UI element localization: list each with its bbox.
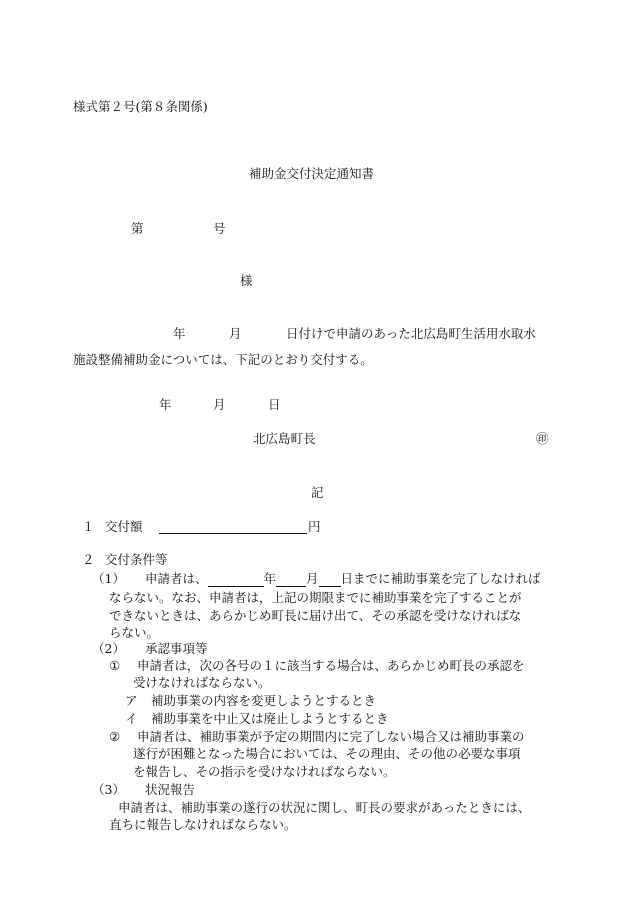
sub1-line-2: 受けなければならない。 [133, 675, 271, 690]
sub1-line-1: 申請者は，次の各号の１に該当する場合は、あらかじめ町長の承認を [137, 658, 525, 673]
issue-year: 年 [159, 397, 172, 412]
sub2-number: ② [109, 729, 121, 744]
amount-blank-line [159, 533, 307, 534]
item2-number: （2） [92, 641, 125, 656]
number-suffix: 号 [213, 221, 226, 236]
deadline-day-blank [319, 571, 341, 587]
item1-line-1: 申請者は、 年 月 日までに補助事業を完了しなければ [145, 571, 541, 586]
item3-line-1: 申請者は、補助事業の遂行の状況に関し、町長の要求があったときには、 [118, 800, 531, 815]
section1-label: 交付額 [105, 519, 143, 534]
intro-month: 月 [229, 326, 242, 341]
number-prefix: 第 [131, 221, 144, 236]
seal-mark: ㊞ [536, 431, 549, 446]
document-title: 補助金交付決定通知書 [249, 166, 375, 181]
intro-line-2: 施設整備補助金については、下記のとおり交付する。 [73, 352, 373, 367]
sub1-a-text: 補助事業の内容を変更しようとするとき [151, 693, 377, 708]
section1-unit: 円 [308, 519, 321, 534]
section2-label: 交付条件等 [105, 552, 168, 567]
sub1-i-text: 補助事業を中止又は廃止しようとするとき [151, 711, 389, 726]
addressee-suffix: 様 [240, 273, 253, 288]
sub2-line-3: を報告し、その指示を受けなければならない。 [133, 764, 396, 779]
deadline-month-blank [276, 571, 306, 587]
item3-line-2: 直ちに報告しなければならない。 [109, 817, 297, 832]
ki-heading: 記 [311, 485, 324, 500]
intro-year: 年 [173, 326, 186, 341]
sub1-a-number: ア [125, 693, 138, 708]
intro-rest: 日付けで申請のあった北広島町生活用水取水 [286, 326, 536, 341]
sub1-i-number: イ [125, 711, 138, 726]
item2-label: 承認事項等 [145, 641, 208, 656]
item1-line-2: ならない。なお、申請者は，上記の期限までに補助事業を完了することが [109, 590, 522, 605]
item1-number: （1） [92, 571, 125, 586]
section2-number: ２ [82, 552, 95, 567]
sub2-line-2: 遂行が困難となった場合においては、その理由、その他の必要な事項 [133, 746, 521, 761]
sub2-line-1: 申請者は、補助事業が予定の期間内に完了しない場合又は補助事業の [137, 729, 525, 744]
item1-line-3: できないときは、あらかじめ町長に届け出て、その承認を受けなければな [109, 607, 522, 623]
issuer-name: 北広島町長 [253, 431, 316, 446]
issue-day: 日 [268, 397, 281, 412]
form-reference: 様式第２号(第８条関係) [73, 99, 208, 114]
item1-line-4: らない。 [109, 625, 160, 640]
section1-number: １ [82, 519, 95, 534]
item3-label: 状況報告 [145, 782, 196, 797]
deadline-year-blank [208, 571, 264, 587]
sub1-number: ① [109, 658, 121, 673]
issue-month: 月 [213, 397, 226, 412]
item3-number: （3） [92, 782, 125, 797]
item1-body [109, 589, 522, 642]
